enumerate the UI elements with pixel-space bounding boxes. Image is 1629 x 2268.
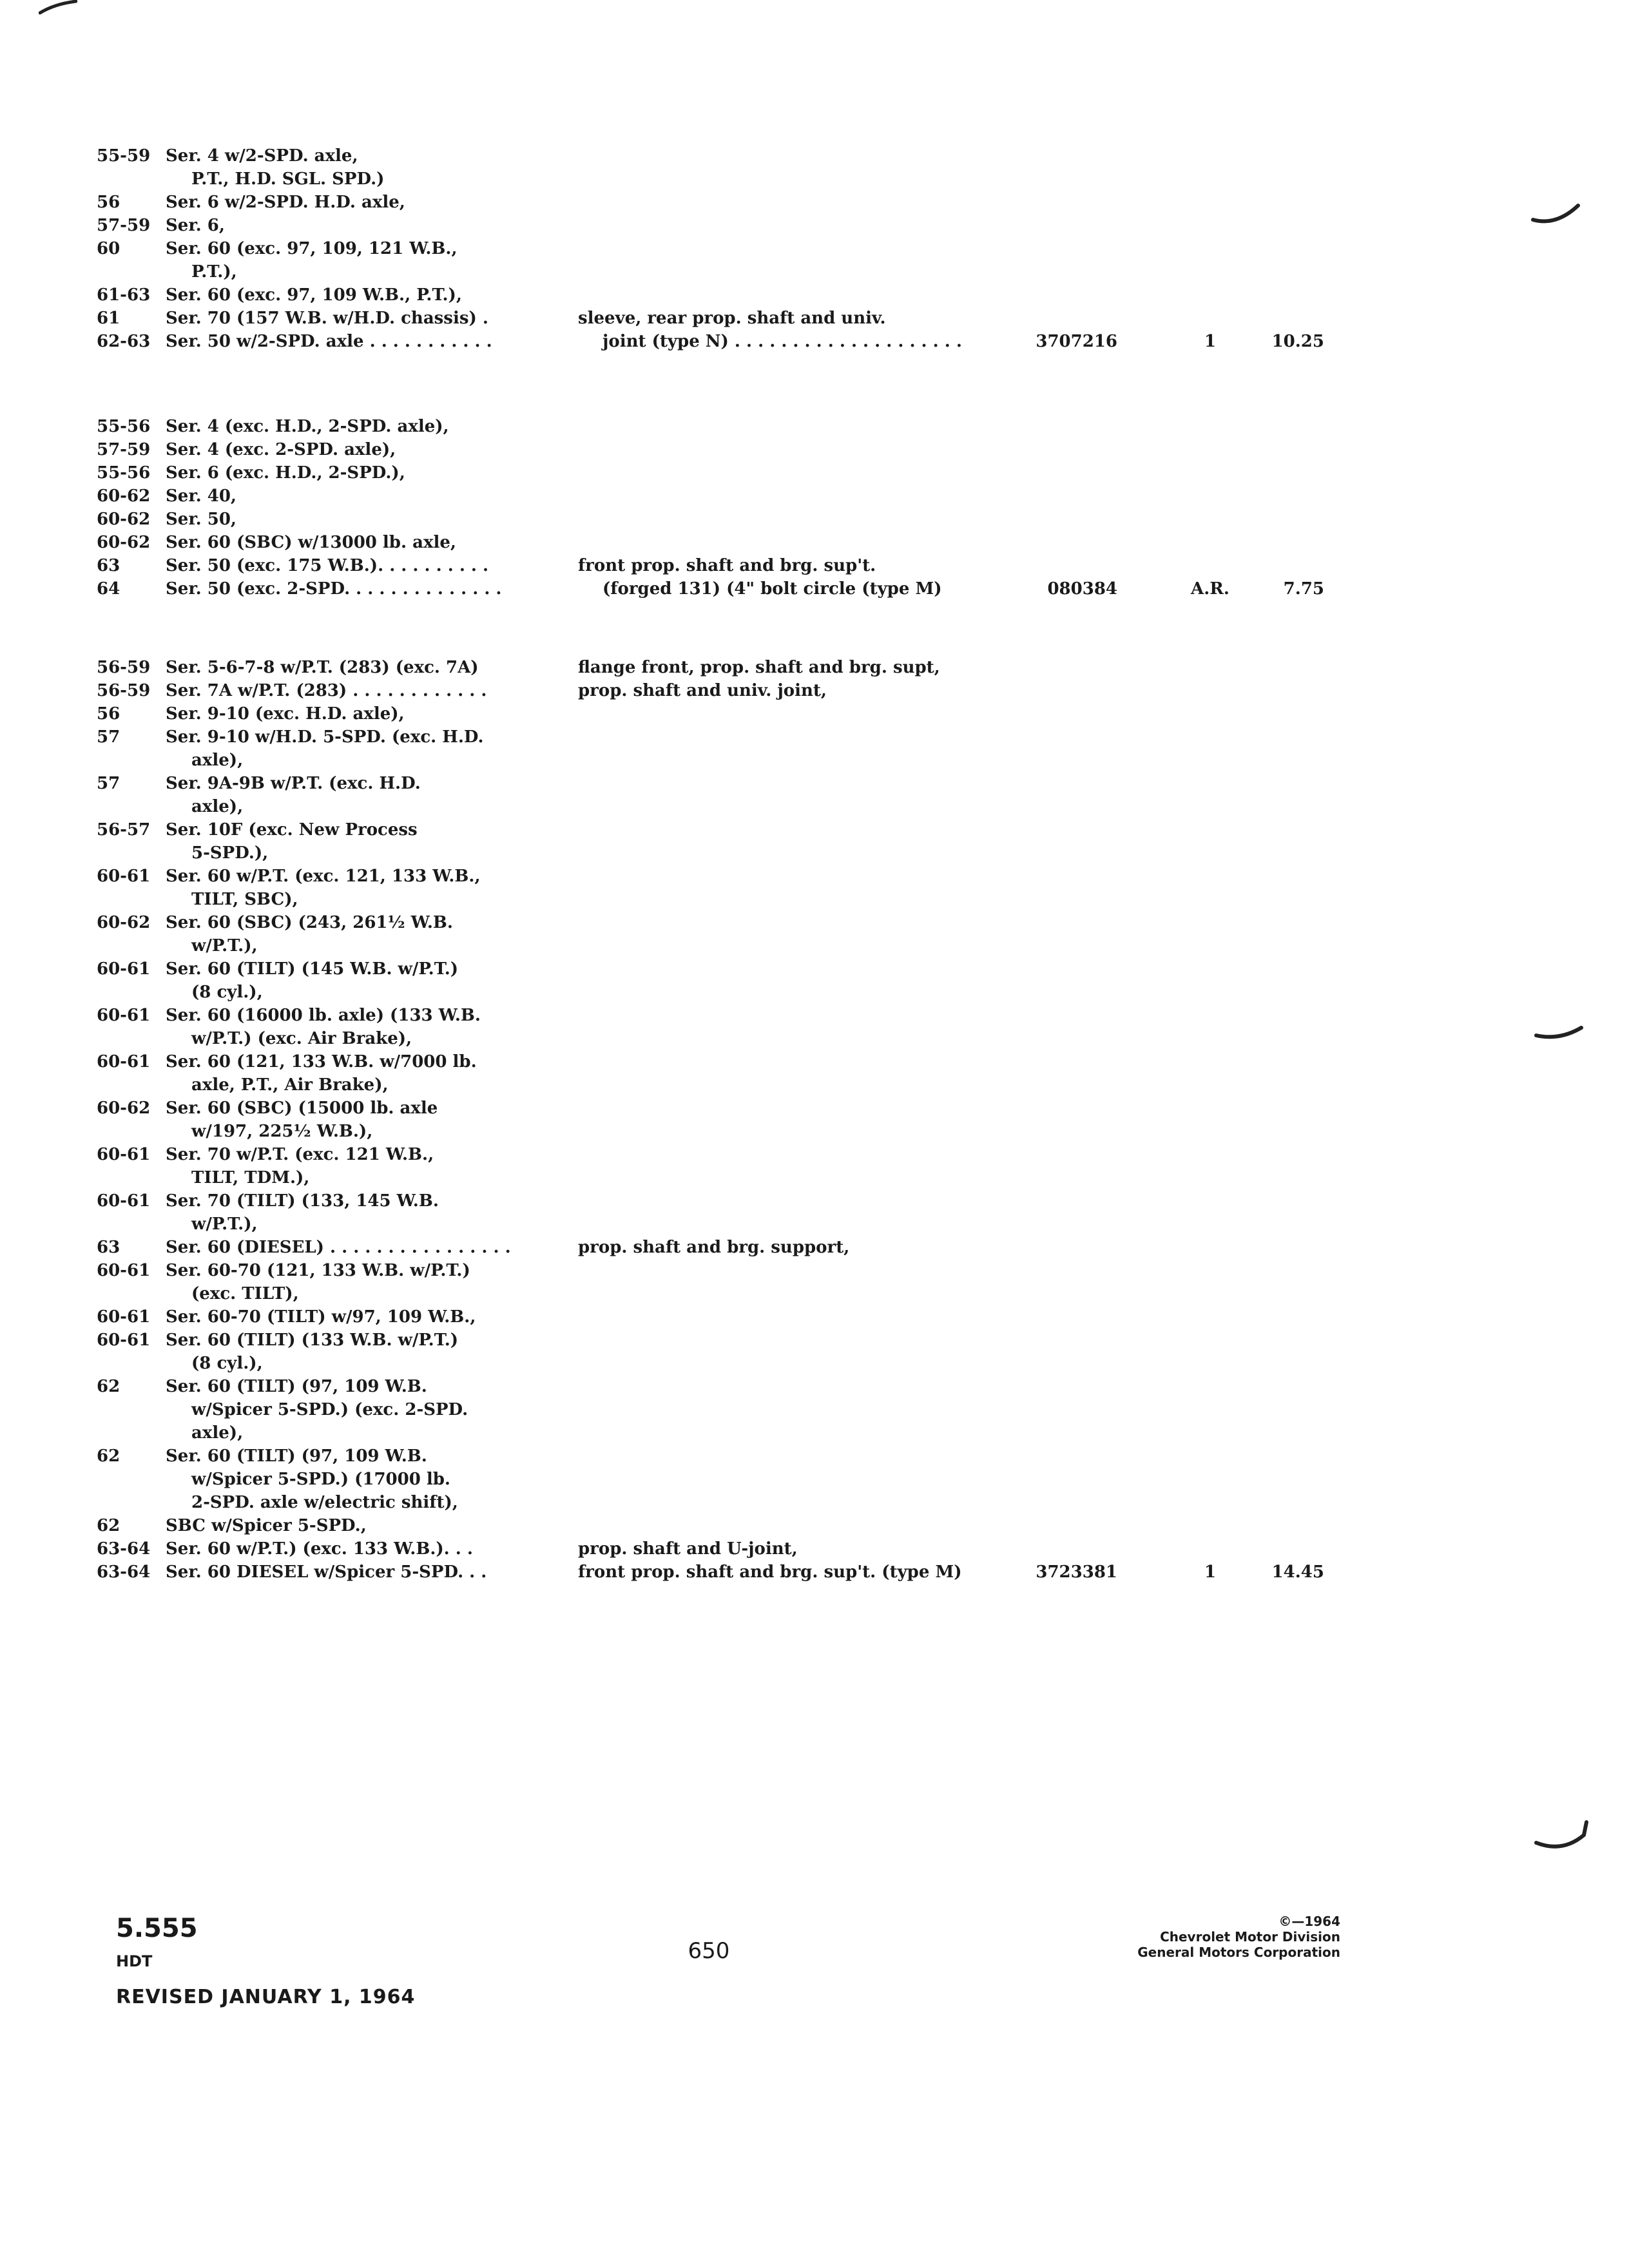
model-years: 56-57 [97, 820, 151, 840]
listing-row [97, 214, 1269, 237]
listing-row [97, 795, 1269, 818]
listing-row [97, 1305, 1269, 1329]
scan-mark-right-2 [1534, 1021, 1585, 1047]
listing-row [97, 888, 1269, 911]
application: P.T., H.D. SGL. SPD.) [191, 169, 385, 189]
application: Ser. 6, [166, 216, 225, 235]
model-years: 61 [97, 309, 120, 328]
model-years: 55-56 [97, 463, 151, 483]
model-years: 55-56 [97, 417, 151, 436]
application: Ser. 50 (exc. 2-SPD. . . . . . . . . . . . . . [166, 579, 502, 599]
list-price: 7.75 [1283, 579, 1324, 599]
listing-row [97, 1097, 1269, 1120]
application: Ser. 60-70 (121, 133 W.B. w/P.T.) [166, 1261, 470, 1280]
listing-row [97, 1421, 1269, 1445]
application: Ser. 40, [166, 486, 236, 506]
application: Ser. 50, [166, 510, 236, 529]
parts-group-3 [97, 656, 1324, 1584]
model-years: 62 [97, 1446, 120, 1466]
model-years: 60-62 [97, 1099, 151, 1118]
application: w/P.T.), [191, 1215, 258, 1234]
part-number: 3723381 [1036, 1562, 1117, 1582]
list-price: 14.45 [1271, 1562, 1324, 1582]
part-description: flange front, prop. shaft and brg. supt, [578, 658, 940, 677]
series-label: HDT [116, 1952, 153, 1970]
application: Ser. 4 (exc. H.D., 2-SPD. axle), [166, 417, 449, 436]
application: Ser. 60 w/P.T. (exc. 121, 133 W.B., [166, 867, 481, 886]
model-years: 57 [97, 727, 120, 747]
application: Ser. 60 (SBC) w/13000 lb. axle, [166, 533, 456, 552]
part-number: 3707216 [1036, 332, 1117, 351]
model-years: 56 [97, 704, 120, 724]
listing-row [97, 1027, 1269, 1050]
list-price: 10.25 [1271, 332, 1324, 351]
application: axle, P.T., Air Brake), [191, 1075, 389, 1095]
listing-row [97, 260, 1269, 284]
listing-row [97, 237, 1269, 260]
listing-row [97, 1282, 1269, 1305]
application: Ser. 50 (exc. 175 W.B.). . . . . . . . . . [166, 556, 489, 575]
application: Ser. 60 (TILT) (97, 109 W.B. [166, 1377, 427, 1396]
model-years: 60-61 [97, 1331, 151, 1350]
listing-row [97, 1143, 1269, 1166]
model-years: 57 [97, 774, 120, 793]
application: Ser. 60 (TILT) (133 W.B. w/P.T.) [166, 1331, 459, 1350]
application: Ser. 10F (exc. New Process [166, 820, 418, 840]
listing-row [97, 554, 1269, 577]
part-description: prop. shaft and univ. joint, [578, 681, 827, 700]
application: Ser. 60 (121, 133 W.B. w/7000 lb. [166, 1052, 477, 1072]
listing-row [97, 1004, 1269, 1027]
revision-date: REVISED JANUARY 1, 1964 [116, 1986, 416, 2008]
quantity: 1 [1204, 332, 1217, 351]
application: w/P.T.), [191, 936, 258, 956]
application: Ser. 60 (TILT) (145 W.B. w/P.T.) [166, 959, 459, 979]
listing-row [97, 1189, 1269, 1213]
listing-row [97, 1514, 1269, 1537]
model-years: 63-64 [97, 1562, 151, 1582]
model-years: 57-59 [97, 440, 151, 459]
listing-row [97, 957, 1269, 981]
application: Ser. 70 w/P.T. (exc. 121 W.B., [166, 1145, 434, 1164]
part-description: prop. shaft and brg. support, [578, 1238, 850, 1257]
application: TILT, SBC), [191, 890, 298, 909]
model-years: 55-59 [97, 146, 151, 166]
listing-row [97, 144, 1269, 168]
listing-row [97, 1445, 1269, 1468]
application: 5-SPD.), [191, 843, 269, 863]
application: Ser. 4 w/2-SPD. axle, [166, 146, 358, 166]
parts-group-2 [97, 415, 1324, 601]
model-years: 56 [97, 193, 120, 212]
part-description: joint (type N) . . . . . . . . . . . . . . . . . . . . [602, 332, 962, 351]
page-number: 650 [688, 1938, 730, 1964]
model-years: 60-62 [97, 510, 151, 529]
application: Ser. 6 w/2-SPD. H.D. axle, [166, 193, 405, 212]
listing-row [97, 1259, 1269, 1282]
model-years: 62-63 [97, 332, 151, 351]
application: Ser. 60 w/P.T.) (exc. 133 W.B.). . . [166, 1539, 473, 1559]
model-years: 60-61 [97, 1261, 151, 1280]
listing-row [97, 1352, 1269, 1375]
listing-row [97, 531, 1269, 554]
application: w/P.T.) (exc. Air Brake), [191, 1029, 412, 1048]
application: TILT, TDM.), [191, 1168, 310, 1187]
model-years: 63 [97, 556, 120, 575]
application: Ser. 9A-9B w/P.T. (exc. H.D. [166, 774, 421, 793]
application: Ser. 9-10 (exc. H.D. axle), [166, 704, 405, 724]
listing-row [97, 841, 1269, 865]
model-years: 60-61 [97, 1307, 151, 1327]
listing-row [97, 438, 1269, 461]
application: w/Spicer 5-SPD.) (exc. 2-SPD. [191, 1400, 468, 1419]
application: axle), [191, 797, 244, 816]
model-years: 62 [97, 1377, 120, 1396]
model-years: 63 [97, 1238, 120, 1257]
listing-row [97, 1398, 1269, 1421]
copyright-line: ©—1964 [1278, 1914, 1340, 1929]
application: axle), [191, 1423, 244, 1443]
listing-row [97, 485, 1269, 508]
listing-row [97, 415, 1269, 438]
corporation-line: General Motors Corporation [1137, 1945, 1340, 1960]
part-description: (forged 131) (4" bolt circle (type M) [602, 579, 942, 599]
listing-row [97, 911, 1269, 934]
model-years: 62 [97, 1516, 120, 1535]
listing-row [97, 284, 1269, 307]
listing-row [97, 726, 1269, 749]
listing-row [97, 1537, 1269, 1561]
listing-row [97, 461, 1269, 485]
model-years: 63-64 [97, 1539, 151, 1559]
listing-row [97, 330, 1324, 353]
listing-row [97, 1375, 1269, 1398]
application: Ser. 60 (TILT) (97, 109 W.B. [166, 1446, 427, 1466]
scan-mark-right-1 [1530, 197, 1582, 229]
model-years: 60-61 [97, 1191, 151, 1211]
part-description: prop. shaft and U-joint, [578, 1539, 798, 1559]
application: Ser. 5-6-7-8 w/P.T. (283) (exc. 7A) [166, 658, 479, 677]
application: P.T.), [191, 262, 237, 282]
application: Ser. 60 (exc. 97, 109 W.B., P.T.), [166, 285, 462, 305]
listing-row [97, 191, 1269, 214]
model-years: 60-62 [97, 913, 151, 932]
quantity: A.R. [1191, 579, 1229, 599]
scan-mark-right-3 [1534, 1817, 1592, 1856]
application: Ser. 70 (TILT) (133, 145 W.B. [166, 1191, 439, 1211]
quantity: 1 [1204, 1562, 1217, 1582]
application: 2-SPD. axle w/electric shift), [191, 1493, 458, 1512]
application: Ser. 60-70 (TILT) w/97, 109 W.B., [166, 1307, 476, 1327]
part-description: front prop. shaft and brg. sup't. [578, 556, 876, 575]
application: Ser. 4 (exc. 2-SPD. axle), [166, 440, 396, 459]
listing-row [97, 1120, 1269, 1143]
application: Ser. 50 w/2-SPD. axle . . . . . . . . . . . [166, 332, 492, 351]
listing-row [97, 934, 1269, 957]
listing-row [97, 307, 1269, 330]
listing-row [97, 1491, 1269, 1514]
model-years: 60-61 [97, 1145, 151, 1164]
listing-row [97, 1329, 1269, 1352]
listing-row [97, 772, 1269, 795]
model-years: 56-59 [97, 658, 151, 677]
model-years: 60 [97, 239, 120, 258]
application: Ser. 60 (DIESEL) . . . . . . . . . . . . . . . . [166, 1238, 511, 1257]
model-years: 60-61 [97, 1006, 151, 1025]
application: (exc. TILT), [191, 1284, 299, 1303]
listing-row [97, 1050, 1269, 1073]
application: Ser. 9-10 w/H.D. 5-SPD. (exc. H.D. [166, 727, 484, 747]
listing-row [97, 168, 1269, 191]
listing-row [97, 1468, 1269, 1491]
listing-row [97, 656, 1269, 679]
listing-row [97, 1236, 1269, 1259]
model-years: 57-59 [97, 216, 151, 235]
application: Ser. 60 (16000 lb. axle) (133 W.B. [166, 1006, 481, 1025]
application: Ser. 7A w/P.T. (283) . . . . . . . . . . . . [166, 681, 487, 700]
part-description: sleeve, rear prop. shaft and univ. [578, 309, 886, 328]
application: SBC w/Spicer 5-SPD., [166, 1516, 367, 1535]
application: Ser. 70 (157 W.B. w/H.D. chassis) . [166, 309, 488, 328]
application: (8 cyl.), [191, 983, 263, 1002]
application: Ser. 60 (exc. 97, 109, 121 W.B., [166, 239, 458, 258]
division-line: Chevrolet Motor Division [1160, 1929, 1340, 1945]
application: Ser. 60 DIESEL w/Spicer 5-SPD. . . [166, 1562, 487, 1582]
scan-mark-top-left [39, 0, 77, 15]
listing-row [97, 702, 1269, 726]
listing-row [97, 865, 1269, 888]
model-years: 60-61 [97, 867, 151, 886]
listing-row [97, 749, 1269, 772]
model-years: 60-62 [97, 486, 151, 506]
application: axle), [191, 751, 244, 770]
publisher-block [1070, 1914, 1340, 1960]
model-years: 56-59 [97, 681, 151, 700]
part-description: front prop. shaft and brg. sup't. (type M) [578, 1562, 962, 1582]
application: (8 cyl.), [191, 1354, 263, 1373]
part-number: 080384 [1047, 579, 1117, 599]
model-years: 60-62 [97, 533, 151, 552]
listing-row [97, 508, 1269, 531]
listing-row [97, 818, 1269, 841]
listing-row [97, 981, 1269, 1004]
listing-row [97, 679, 1269, 702]
application: Ser. 6 (exc. H.D., 2-SPD.), [166, 463, 405, 483]
listing-row [97, 1561, 1324, 1584]
model-years: 60-61 [97, 1052, 151, 1072]
listing-row [97, 577, 1324, 601]
model-years: 60-61 [97, 959, 151, 979]
application: Ser. 60 (SBC) (243, 261½ W.B. [166, 913, 453, 932]
application: Ser. 60 (SBC) (15000 lb. axle [166, 1099, 438, 1118]
application: w/Spicer 5-SPD.) (17000 lb. [191, 1470, 450, 1489]
section-number: 5.555 [116, 1914, 198, 1943]
listing-row [97, 1166, 1269, 1189]
application: w/197, 225½ W.B.), [191, 1122, 373, 1141]
model-years: 64 [97, 579, 120, 599]
parts-group-1 [97, 144, 1324, 353]
listing-row [97, 1213, 1269, 1236]
listing-row [97, 1073, 1269, 1097]
model-years: 61-63 [97, 285, 151, 305]
